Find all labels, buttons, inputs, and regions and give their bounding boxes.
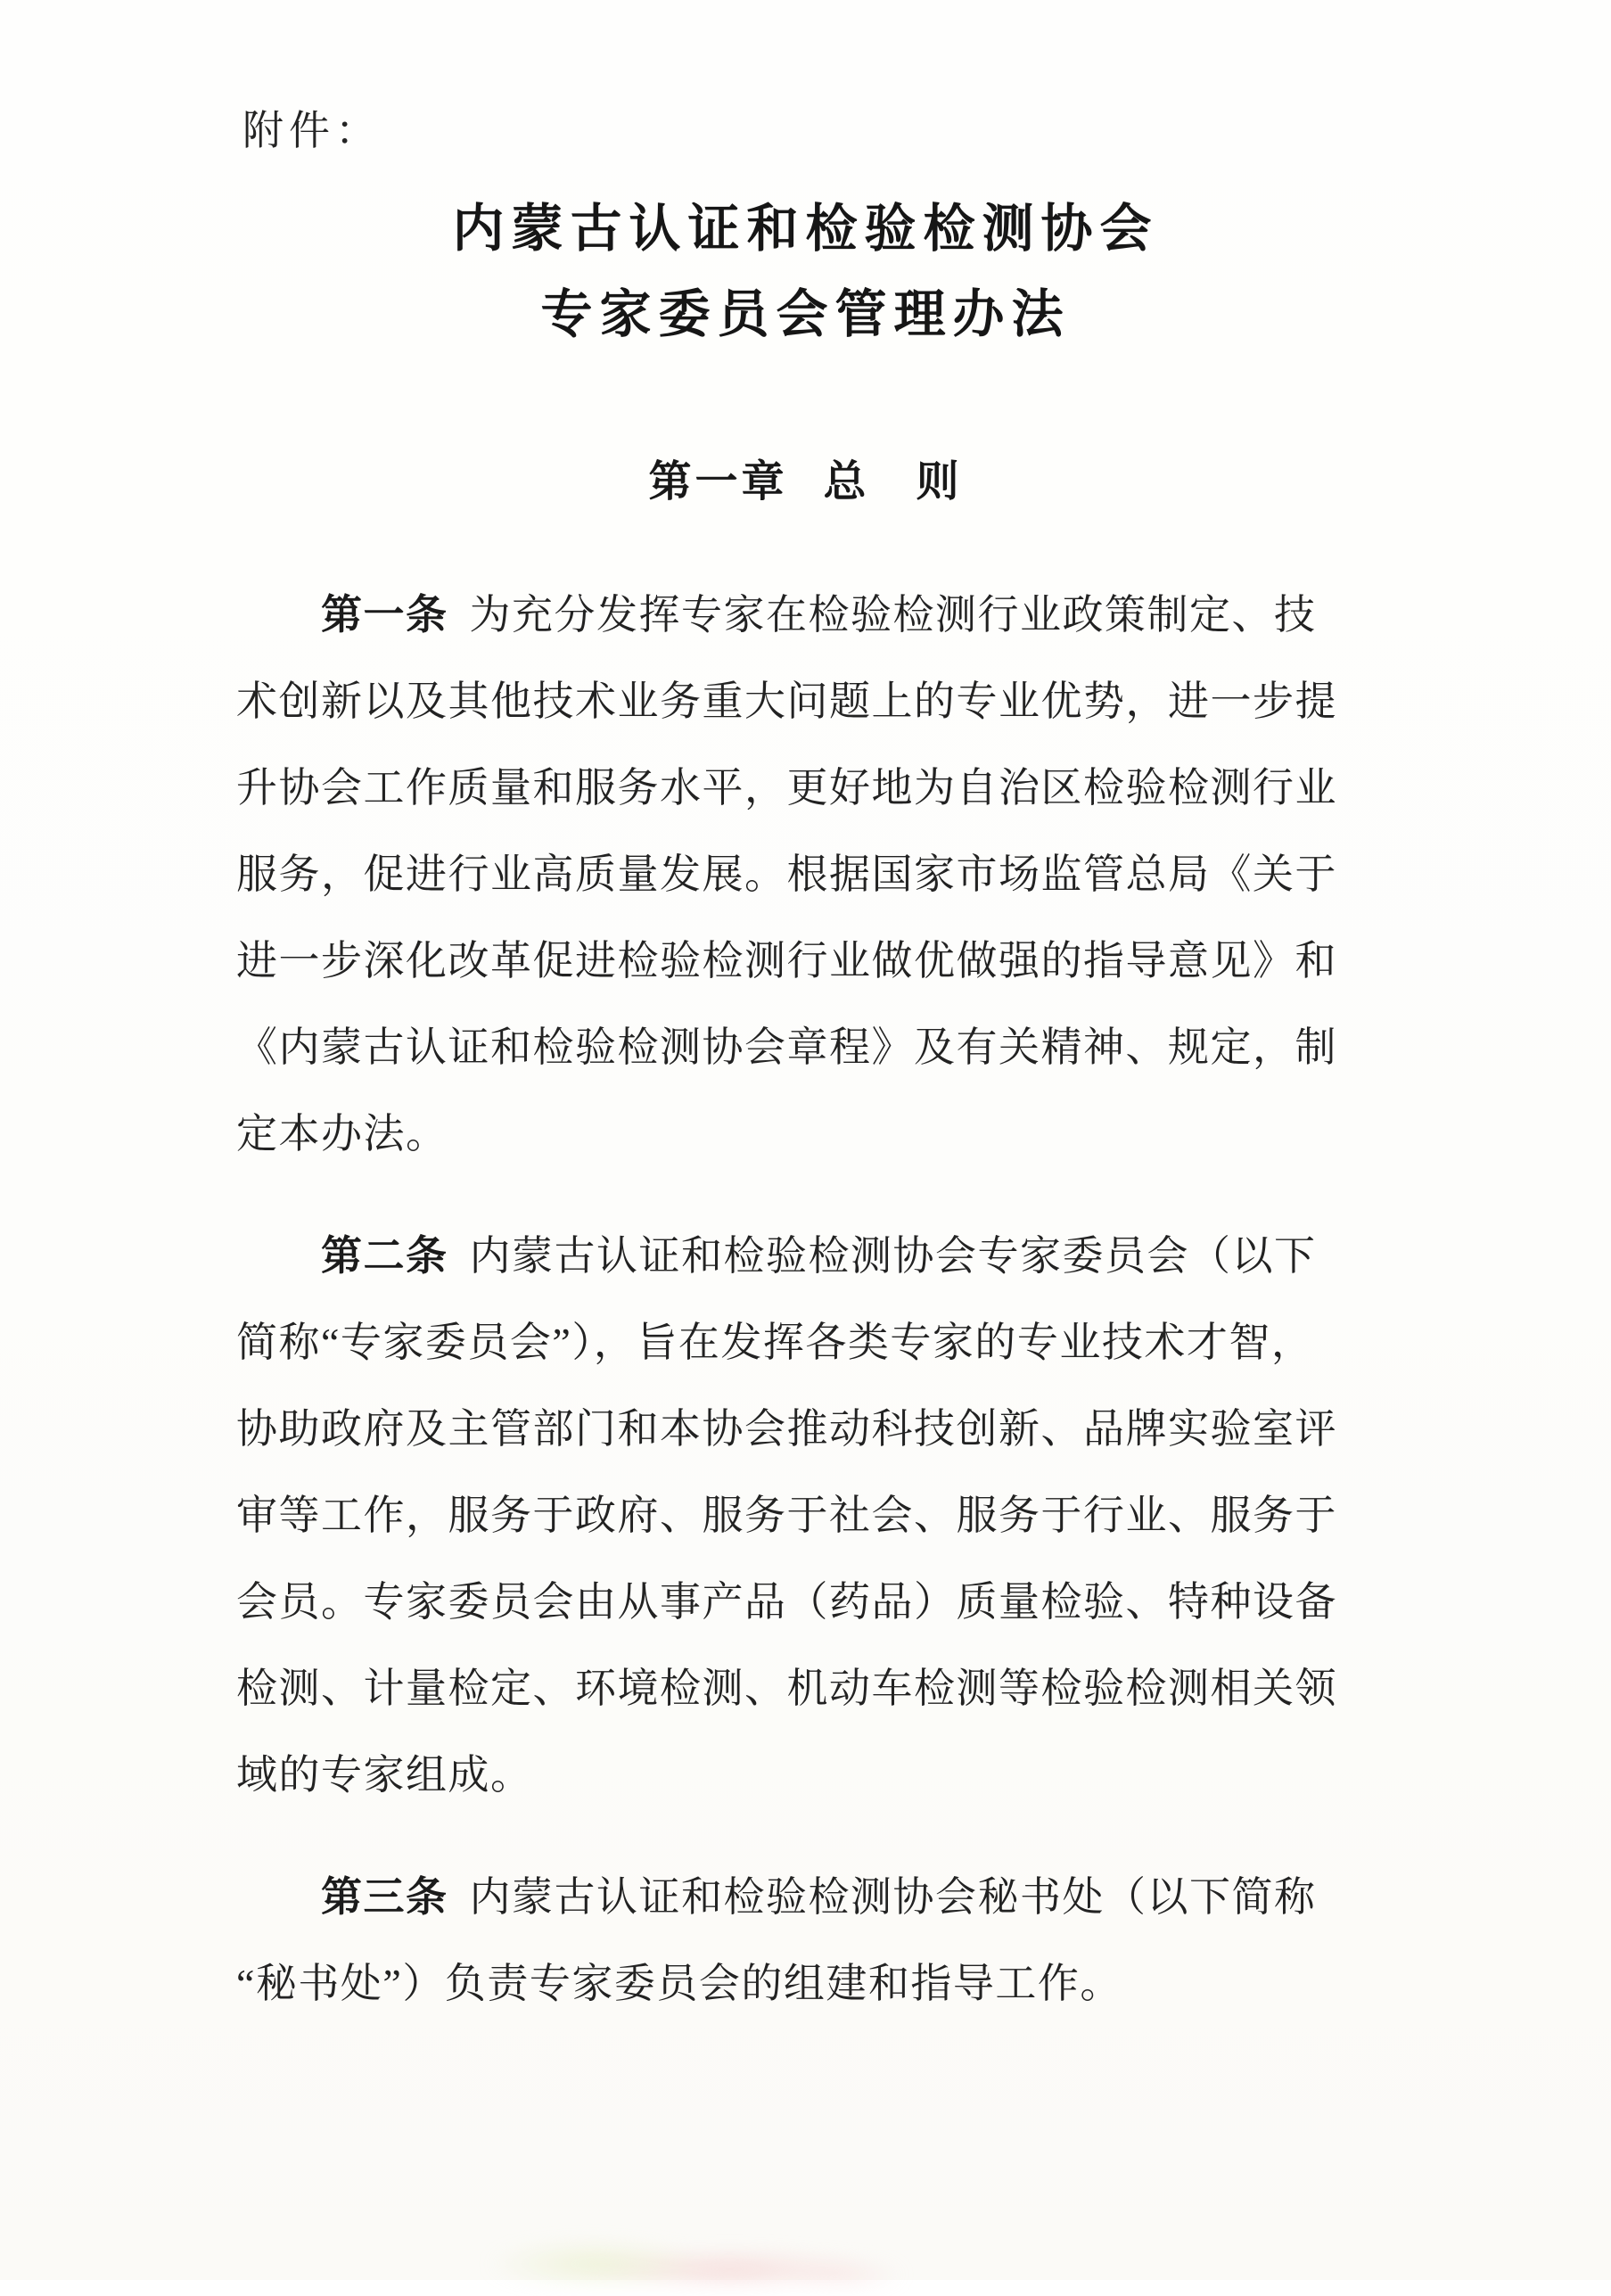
article-line: 术创新以及其他技术业务重大问题上的专业优势，进一步提 [236,679,1337,724]
article-paragraph [236,1854,1395,2027]
article-number-label: 第一条 [321,592,448,638]
chapter-number: 第一章 [648,458,788,506]
article-line: 升协会工作质量和服务水平，更好地为自治区检验检测行业 [236,765,1337,811]
document-body [236,572,1395,2062]
document-title-line1: 内蒙古认证和检验检测协会 [452,200,1159,258]
article-line: 简称“专家委员会”），旨在发挥各类专家的专业技术才智， [236,1320,1314,1365]
article-text: 为充分发挥专家在检验检测行业政策制定、技 [469,592,1317,638]
article-paragraph [236,1213,1395,1818]
article-first-line [236,1854,1395,1940]
article-paragraph [236,572,1395,1177]
article-text: 内蒙古认证和检验检测协会秘书处（以下简称 [469,1874,1317,1920]
stamp-bleedthrough-mark [450,2189,932,2296]
document-title [0,186,1611,358]
article-line: “秘书处”）负责专家委员会的组建和指导工作。 [236,1961,1122,2006]
article-line: 服务，促进行业高质量发展。根据国家市场监管总局《关于 [236,852,1337,897]
article-line: 定本办法。 [236,1111,448,1156]
article-first-line [236,572,1395,658]
article-line: 检测、计量检定、环境检测、机动车检测等检验检测相关领 [236,1666,1337,1711]
article-first-line [236,1213,1395,1299]
document-title-line2: 专家委员会管理办法 [540,285,1071,343]
article-line: 《内蒙古认证和检验检测协会章程》及有关精神、规定，制 [236,1025,1337,1070]
article-line: 域的专家组成。 [236,1752,533,1798]
article-line: 审等工作，服务于政府、服务于社会、服务于行业、服务于 [236,1493,1337,1538]
article-text: 内蒙古认证和检验检测协会专家委员会（以下 [469,1233,1317,1279]
chapter-name: 总 则 [823,458,963,506]
article-number-label: 第三条 [321,1874,448,1920]
article-line: 协助政府及主管部门和本协会推动科技创新、品牌实验室评 [236,1406,1337,1452]
attachment-label: 附件： [242,108,382,153]
chapter-heading [0,456,1611,509]
article-line: 进一步深化改革促进检验检测行业做优做强的指导意见》和 [236,938,1337,983]
article-number-label: 第二条 [321,1233,448,1279]
article-line: 会员。专家委员会由从事产品（药品）质量检验、特种设备 [236,1579,1337,1625]
